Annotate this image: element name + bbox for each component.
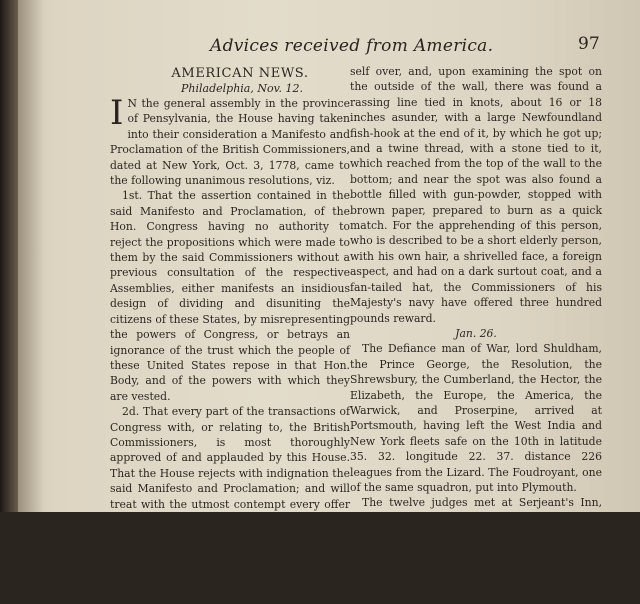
- article-continuation: self over, and, upon examining the spot on the outside of the wall, there was found a rassing line tied in knots, about 16 or 18 inches asunder, with a large Newfoundland fish-hook at the end of it, by which he got up; and a twine thread, with a stone tied to it, which reached from the top of the wall to the bottom; and near the spot was also found a bottle filled with gun-powder, stopped with brown paper, prepared to burn as a quick match. For the apprehending of this person, who is described to be a short elderly person, with his own hair, a shrivelled face, a foreign aspect, and had on a dark surtout coat, and a fan-tailed hat, the Commissioners of his Majesty's navy have offered three hundred pounds reward.: [350, 65, 602, 325]
- resolution-1: 1st. That the assertion contained in the said Manifesto and Proclamation, of the Hon. Congress having no authority to reject the propositions which were made to them by the said Commissioners without a previous consultation of the respective Assemblies, either manifests an insidious design of dividing and disuniting the citizens of these States, by misrepresenting the powers of Congress, or betrays an ignorance of the trust which the people of these United States repose in that Hon. Body, and of the powers with which they are vested.: [110, 189, 350, 403]
- page-number: 97: [578, 34, 600, 54]
- drop-cap: I: [110, 93, 124, 133]
- section-title: AMERICAN NEWS.: [171, 66, 309, 81]
- right-column: [350, 64, 602, 571]
- paragraph-text: N the general assembly in the province of Pensylvania, the House having taken into their consideration a Manifesto and Proclamation of the British Commissioners, dated at New York, Oct. 3, 1778, came to the following unanimous resolutions, viz.: [110, 97, 350, 188]
- fleet-paragraph: The Defiance man of War, lord Shuldham, the Prince George, the Resolution, the Shrewsbury, the Cumberland, the Hector, the Elizabeth, the Europe, the America, the Warwick, and Proserpine, arrived at Portsmouth, having left the West India and New York fleets safe on the 10th in latitude 35. 32. longitude 22. 37. distance 226 leagues from the Lizard. The Foudroyant, one of the same squadron, put into Plymouth.: [350, 342, 602, 494]
- left-column: [110, 66, 350, 603]
- signature-name: JOHN MORRIS, jun.: [144, 574, 255, 588]
- book-page: [18, 0, 640, 603]
- signature-title: Clerk of General Assembly.: [150, 590, 298, 603]
- dateline-jan-26: Jan. 26.: [455, 326, 497, 340]
- book-gutter-shadow: [0, 0, 18, 512]
- judges-paragraph: The twelve judges met at Serjeant's Inn, and took the case of Rowland Rigley into consideration, who, some time ago, was tried at the Old Bailey, and found guilty of having implements for coining in his possession: [350, 496, 602, 571]
- article-paragraph-1: [110, 93, 350, 188]
- extract-line: Extract from the Minutes,: [130, 559, 273, 573]
- running-title: Advices received from America.: [210, 36, 494, 56]
- resolution-2: 2d. That every part of the transactions of Congress with, or relating to, the British Commissioners, is most thoroughly approved of and applauded by this House. That the House rejects with indignation the said Manifesto and Proclamation; and will treat with the utmost contempt every offer which can be made to seduce them from their Independence, or their alliance with France.: [110, 405, 350, 557]
- dateline-philadelphia: Philadelphia, Nov. 12.: [181, 82, 303, 95]
